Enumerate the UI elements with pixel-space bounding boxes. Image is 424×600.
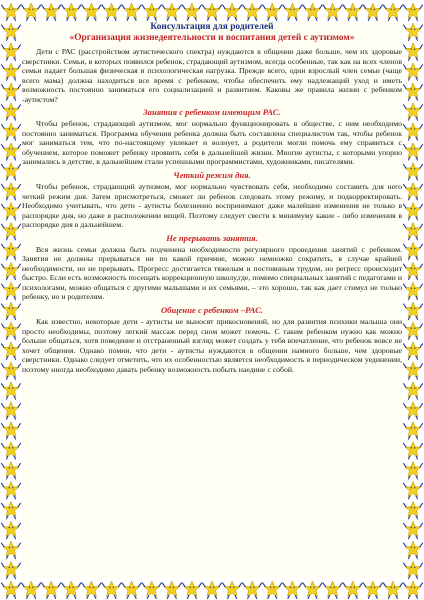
- star-figure-icon: [162, 581, 181, 599]
- section-text-daily-routine: Чтобы ребенок, страдающий аутизмом, мог нормально чувствовать себя, необходимо составить для него четкий режим дня. Затем присмотреться, сможет ли ребенок следовать этому режиму, и подкорректировать. Необходимо учитывать, что дети - аутисты болезненно воспринимают даже малейшие изменения не только в распорядке дня, но даже в расположении вещей. Поэтому следует свести к минимуму какие - либо изменения в распорядке дня в дальнейшем.: [22, 182, 402, 230]
- star-figure-icon: [82, 581, 101, 599]
- star-figure-icon: [404, 402, 423, 420]
- star-figure-icon: [404, 222, 423, 240]
- star-figure-icon: [404, 63, 423, 81]
- star-figure-icon: [2, 143, 21, 161]
- star-figure-icon: [2, 103, 21, 121]
- star-figure-icon: [22, 3, 41, 21]
- star-figure-icon: [122, 3, 141, 21]
- star-figure-icon: [404, 322, 423, 340]
- star-figure-icon: [343, 581, 362, 599]
- section-heading-communication: Общение с ребенком –РАС.: [160, 305, 264, 316]
- star-figure-icon: [404, 262, 423, 280]
- section-heading-daily-routine: Четкий режим дня.: [173, 170, 251, 181]
- star-figure-icon: [82, 3, 101, 21]
- star-figure-icon: [2, 43, 21, 61]
- star-figure-icon: [404, 43, 423, 61]
- star-figure-icon: [2, 222, 21, 240]
- star-figure-icon: [404, 23, 423, 41]
- star-figure-icon: [2, 481, 21, 499]
- star-figure-icon: [182, 3, 201, 21]
- star-figure-icon: [404, 441, 423, 459]
- star-figure-icon: [283, 3, 302, 21]
- star-figure-icon: [2, 382, 21, 400]
- star-figure-icon: [404, 3, 423, 21]
- document-title: Консультация для родителей: [150, 22, 274, 32]
- section-text-no-interruption: Вся жизнь семьи должна быть подчинена необходимости регулярного проведения занятий с ребенком. Занятия не должны прерываться ни по какой причине, можно немножко сократить, в случае крайней необходимости, но не прерывать. Прогресс достигается тяжелым и постоянным трудом, но регресс происходит быстро. Если есть возможность посещать коррекционную школу,где, помимо специальных занятий с педагогами и психологами, можно общаться с другими малышами и их семьями, – это хорошо, так как дает стимул не только ребенку, но и родителям.: [22, 244, 402, 302]
- star-figure-icon: [62, 3, 81, 21]
- star-figure-icon: [223, 3, 242, 21]
- star-figure-icon: [404, 422, 423, 440]
- star-figure-icon: [203, 3, 222, 21]
- star-figure-icon: [404, 461, 423, 479]
- star-figure-icon: [363, 581, 382, 599]
- star-figure-icon: [363, 3, 382, 21]
- star-figure-icon: [223, 581, 242, 599]
- consultation-sheet: [22, 22, 402, 578]
- document-subtitle: «Организация жизнедеятельности и воспитания детей с аутизмом»: [69, 33, 355, 43]
- star-figure-icon: [303, 581, 322, 599]
- star-figure-icon: [404, 162, 423, 180]
- star-figure-icon: [404, 182, 423, 200]
- star-figure-icon: [323, 581, 342, 599]
- star-figure-icon: [102, 581, 121, 599]
- star-figure-icon: [404, 362, 423, 380]
- star-figure-icon: [2, 521, 21, 539]
- star-figure-icon: [404, 242, 423, 260]
- star-figure-icon: [2, 123, 21, 141]
- star-figure-icon: [42, 3, 61, 21]
- star-figure-icon: [102, 3, 121, 21]
- star-figure-icon: [323, 3, 342, 21]
- star-figure-icon: [2, 501, 21, 519]
- intro-paragraph: Дети с РАС (расстройством аутистического спектра) нуждаются в общении даже больше, чем их здоровые сверстники. Семьи, в которых появился ребенок, страдающий аутизмом, всегда особенные, так как на всех членов семьи падает большая физическая и психологическая нагрузка. Прежде всего, один взрослый член семьи (чаще всего мама) должна находиться все время с ребенком, чтобы обеспечить ему надлежащий уход и иметь возможность постоянно заниматься его социализацией и развитием. Каковы же правила жизни с ребенком -аутистом?: [22, 47, 402, 104]
- star-figure-icon: [162, 3, 181, 21]
- star-figure-icon: [2, 581, 21, 599]
- section-heading-lessons: Занятия с ребенком имеющим РАС.: [143, 107, 281, 118]
- star-figure-icon: [2, 342, 21, 360]
- star-figure-icon: [42, 581, 61, 599]
- star-figure-icon: [2, 362, 21, 380]
- star-figure-icon: [2, 461, 21, 479]
- star-figure-icon: [2, 23, 21, 41]
- star-figure-icon: [2, 242, 21, 260]
- star-figure-icon: [62, 581, 81, 599]
- star-figure-icon: [2, 282, 21, 300]
- section-text-lessons: Чтобы ребенок, страдающий аутизмом, мог нормально функционировать в обществе, с ним необходимо постоянно заниматься. Программа обучения ребенка должна быть составлена специалистом так, чтобы ребенок мог заниматься тем, что по-настоящему увлекает и волнует, а родители могли помочь ему справиться с обучением, которое поможет ребенку проявить себя в дальнейшей жизни. Многие аутисты, с которыми упорно занимались в детстве, в дальнейшем стали успешными программистами, художниками, писателями.: [22, 119, 402, 167]
- star-figure-icon: [404, 521, 423, 539]
- star-figure-icon: [404, 581, 423, 599]
- star-figure-icon: [2, 63, 21, 81]
- star-figure-icon: [2, 262, 21, 280]
- star-figure-icon: [404, 302, 423, 320]
- star-figure-icon: [22, 581, 41, 599]
- star-figure-icon: [2, 302, 21, 320]
- star-figure-icon: [243, 3, 262, 21]
- star-figure-icon: [383, 581, 402, 599]
- star-figure-icon: [383, 3, 402, 21]
- star-figure-icon: [404, 202, 423, 220]
- star-figure-icon: [404, 83, 423, 101]
- star-figure-icon: [404, 541, 423, 559]
- star-figure-icon: [142, 581, 161, 599]
- star-figure-icon: [2, 402, 21, 420]
- star-figure-icon: [2, 422, 21, 440]
- star-figure-icon: [2, 3, 21, 21]
- star-figure-icon: [283, 581, 302, 599]
- star-figure-icon: [404, 282, 423, 300]
- star-figure-icon: [2, 561, 21, 579]
- star-figure-icon: [404, 501, 423, 519]
- star-figure-icon: [2, 162, 21, 180]
- star-figure-icon: [2, 182, 21, 200]
- section-heading-no-interruption: Не прерывать занятия.: [166, 232, 258, 243]
- star-figure-icon: [2, 202, 21, 220]
- star-figure-icon: [404, 123, 423, 141]
- star-figure-icon: [303, 3, 322, 21]
- star-figure-icon: [263, 3, 282, 21]
- star-figure-icon: [404, 143, 423, 161]
- section-text-communication: Как известно, некоторые дети - аутисты не выносят прикосновений, но для развития психики малыша они просто необходимы, поэтому легкий массаж перед сном может помочь. С таким ребенком нужно как можно больше общаться, хотя поведение и отстраненный взгляд может создать у тебя впечатление, что ребенок вовсе не хочет общения. Однако помни, что дети - аутисты нуждаются в общении намного больше, чем здоровые сверстники. Однако следует отметить, что их особенностью является необходимость в периодическом уединении, поэтому иногда необходимо давать ребенку возможность побыть наедине с собой.: [22, 317, 402, 374]
- star-figure-icon: [122, 581, 141, 599]
- star-figure-icon: [142, 3, 161, 21]
- star-figure-icon: [2, 83, 21, 101]
- star-figure-icon: [2, 322, 21, 340]
- star-figure-icon: [2, 441, 21, 459]
- star-figure-icon: [404, 382, 423, 400]
- star-figure-icon: [404, 561, 423, 579]
- star-figure-icon: [404, 103, 423, 121]
- star-figure-icon: [343, 3, 362, 21]
- star-figure-icon: [404, 342, 423, 360]
- star-figure-icon: [182, 581, 201, 599]
- star-figure-icon: [404, 481, 423, 499]
- star-figure-icon: [243, 581, 262, 599]
- star-figure-icon: [203, 581, 222, 599]
- star-figure-icon: [2, 541, 21, 559]
- star-figure-icon: [263, 581, 282, 599]
